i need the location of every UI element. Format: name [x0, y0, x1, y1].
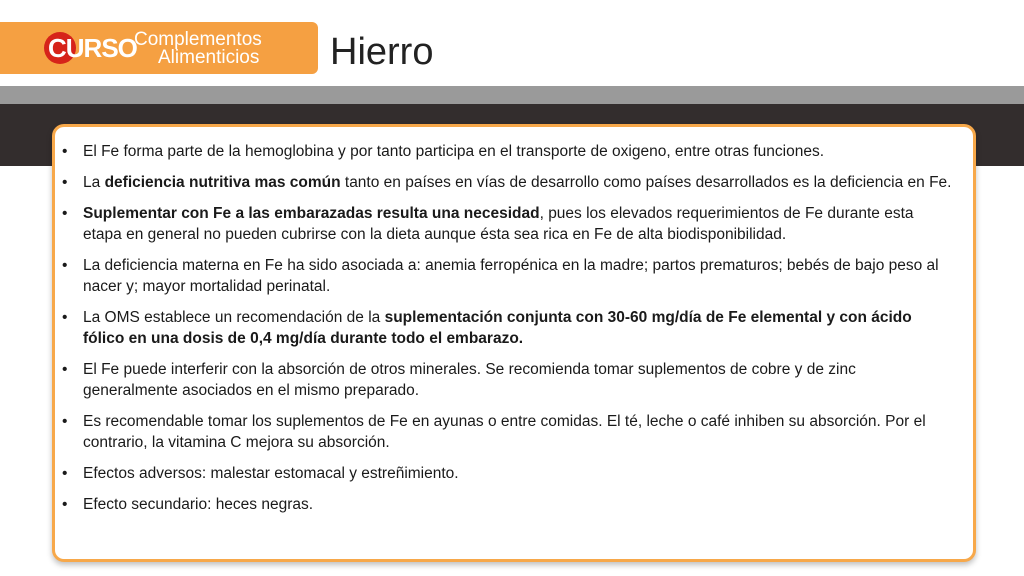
- bullet-text-bold: Suplementar con Fe a las embarazadas resulta una necesidad: [83, 205, 540, 222]
- logo-subtitle-line-2: Alimenticios: [158, 47, 260, 68]
- bullet-dot-icon: •: [62, 205, 68, 222]
- bullet-list: [62, 141, 953, 515]
- slide-title: Hierro: [330, 31, 434, 73]
- bullet-item: [62, 411, 953, 453]
- bullet-dot-icon: •: [62, 143, 68, 160]
- bullet-dot-icon: •: [62, 309, 68, 326]
- bullet-item: [62, 359, 953, 401]
- bullet-item: [62, 203, 953, 245]
- bullet-dot-icon: •: [62, 361, 68, 378]
- bullet-text: tanto en países en vías de desarrollo como países desarrollados es la deficiencia en Fe.: [340, 174, 952, 191]
- bullet-text: El Fe puede interferir con la absorción de otros minerales. Se recomienda tomar suplementos de cobre y de zinc generalmente asociados en el mismo preparado.: [83, 361, 856, 399]
- bullet-text: El Fe forma parte de la hemoglobina y por tanto participa en el transporte de oxigeno, entre otras funciones.: [83, 143, 824, 160]
- bullet-dot-icon: •: [62, 465, 68, 482]
- bullet-text: Efecto secundario: heces negras.: [83, 496, 314, 513]
- bullet-dot-icon: •: [62, 174, 68, 191]
- bullet-item: [62, 494, 953, 515]
- bullet-item: [62, 141, 953, 162]
- bullet-text: La: [83, 174, 105, 191]
- course-logo: [0, 22, 318, 74]
- bullet-text: Efectos adversos: malestar estomacal y estreñimiento.: [83, 465, 459, 482]
- bullet-text: La deficiencia materna en Fe ha sido asociada a: anemia ferropénica en la madre; partos prematuros; bebés de bajo peso al nacer y; mayor mortalidad perinatal.: [83, 257, 939, 295]
- bullet-item: [62, 307, 953, 349]
- bullet-item: [62, 463, 953, 484]
- logo-subtitle-line-1: Complementos: [134, 29, 262, 50]
- bullet-text: La OMS establece un recomendación de la: [83, 309, 385, 326]
- header-band-light: [0, 86, 1024, 104]
- bullet-text-bold: suplementación conjunta con 30-60 mg/día de Fe elemental y con ácido fólico en una dosis de 0,4 mg/día durante todo el embarazo.: [83, 309, 912, 347]
- bullet-dot-icon: •: [62, 257, 68, 274]
- logo-word: CURSO: [48, 33, 137, 63]
- bullet-text: Es recomendable tomar los suplementos de Fe en ayunas o entre comidas. El té, leche o café inhiben su absorción. Por el contrario, la vitamina C mejora su absorción.: [83, 413, 926, 451]
- bullet-text-bold: deficiencia nutritiva mas común: [104, 174, 341, 191]
- bullet-item: [62, 172, 953, 193]
- bullet-dot-icon: •: [62, 496, 68, 513]
- content-box: [52, 124, 976, 562]
- bullet-item: [62, 255, 953, 297]
- bullet-dot-icon: •: [62, 413, 68, 430]
- bullet-text: , pues los elevados requerimientos de Fe durante esta etapa en general no pueden cubrirse con la dieta aunque ésta sea rica en Fe de alta biodisponibilidad.: [83, 205, 914, 243]
